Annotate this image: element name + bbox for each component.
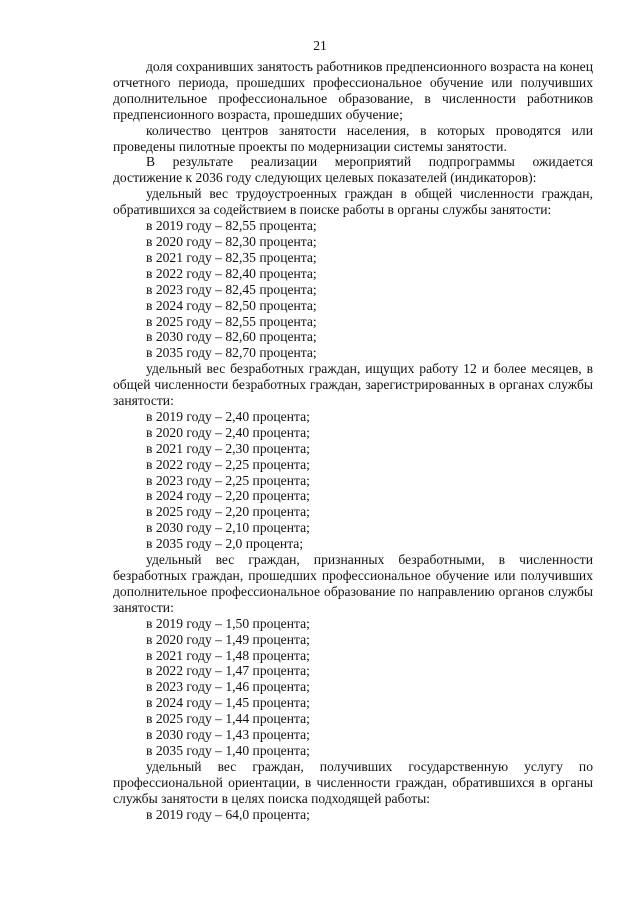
paragraph: удельный вес граждан, признанных безработными, в численности безработных граждан, прошедших профессиональное обучение или получивших дополнительное профессиональное образование по направлению органов службы занятости: (113, 552, 593, 615)
paragraph: удельный вес безработных граждан, ищущих работу 12 и более месяцев, в общей численности безработных граждан, зарегистрированных в органах службы занятости: (113, 361, 593, 409)
paragraph: удельный вес трудоустроенных граждан в общей численности граждан, обратившихся за содействием в поиске работы в органы службы занятости: (113, 186, 593, 218)
indicator-list (113, 807, 593, 823)
list-item: в 2023 году – 1,46 процента; (146, 679, 310, 695)
list-item: в 2030 году – 82,60 процента; (146, 329, 317, 345)
paragraph: количество центров занятости населения, в которых проводятся или проведены пилотные проекты по модернизации системы занятости. (113, 122, 593, 154)
list-item: в 2030 году – 1,43 процента; (146, 727, 310, 743)
list-item: в 2035 году – 2,0 процента; (146, 536, 304, 552)
list-item: в 2025 году – 82,55 процента; (146, 313, 317, 329)
list-item: в 2035 году – 1,40 процента; (146, 742, 310, 758)
list-item: в 2025 году – 2,20 процента; (146, 504, 310, 520)
list-item: в 2023 году – 2,25 процента; (146, 472, 310, 488)
list-item: в 2020 году – 82,30 процента; (146, 233, 317, 249)
list-item: в 2019 году – 64,0 процента; (146, 806, 310, 822)
list-item: в 2025 году – 1,44 процента; (146, 711, 310, 727)
paragraph: В результате реализации мероприятий подпрограммы ожидается достижение к 2036 году следующих целевых показателей (индикаторов): (113, 154, 593, 186)
list-item: в 2021 году – 2,30 процента; (146, 440, 310, 456)
list-item: в 2020 году – 2,40 процента; (146, 424, 310, 440)
document-body (113, 59, 593, 823)
indicator-list (113, 409, 593, 552)
list-item: в 2022 году – 2,25 процента; (146, 456, 310, 472)
list-item: в 2020 году – 1,49 процента; (146, 631, 310, 647)
list-item: в 2022 году – 82,40 процента; (146, 265, 317, 281)
paragraph: доля сохранивших занятость работников предпенсионного возраста на конец отчетного периода, прошедших профессиональное обучение или получивших дополнительное профессиональное образование, в численности работников предпенсионного возраста, прошедших обучение; (113, 59, 593, 122)
indicator-list (113, 218, 593, 361)
list-item: в 2030 году – 2,10 процента; (146, 520, 310, 536)
list-item: в 2021 году – 82,35 процента; (146, 249, 317, 265)
list-item: в 2021 году – 1,48 процента; (146, 647, 310, 663)
list-item: в 2024 году – 82,50 процента; (146, 297, 317, 313)
list-item: в 2019 году – 2,40 процента; (146, 408, 310, 424)
page-number: 21 (313, 38, 327, 53)
list-item: в 2024 году – 1,45 процента; (146, 695, 310, 711)
list-item: в 2024 году – 2,20 процента; (146, 488, 310, 504)
list-item: в 2023 году – 82,45 процента; (146, 281, 317, 297)
list-item: в 2022 году – 1,47 процента; (146, 663, 310, 679)
list-item: в 2019 году – 82,55 процента; (146, 218, 317, 234)
list-item: в 2019 году – 1,50 процента; (146, 615, 310, 631)
paragraph: удельный вес граждан, получивших государственную услугу по профессиональной ориентации, в численности граждан, обратившихся в органы службы занятости в целях поиска подходящей работы: (113, 758, 593, 806)
list-item: в 2035 году – 82,70 процента; (146, 345, 317, 361)
indicator-list (113, 616, 593, 759)
